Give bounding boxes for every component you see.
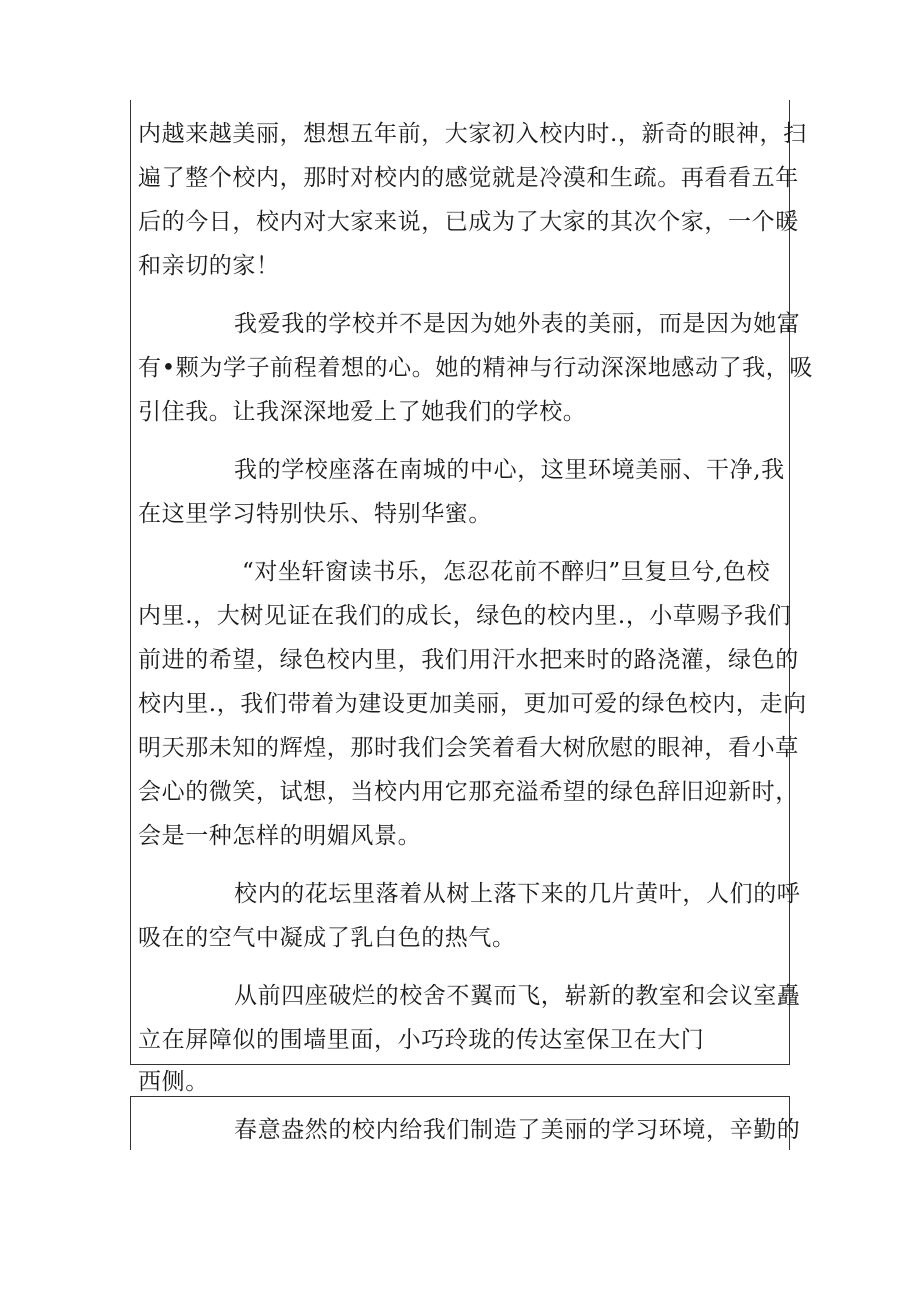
- text-line: 遍了整个校内，那时对校内的感觉就是冷漠和生疏。再看看五年: [138, 165, 799, 191]
- text-line: “对坐轩窗读书乐，怎忍花前不醉归”旦复旦兮,色校: [242, 559, 771, 585]
- text-line: 立在屏障似的围墙里面，小巧玲珑的传达室保卫在大门: [138, 1027, 705, 1053]
- text-line: 会心的微笑，试想，当校内用它那充溢希望的绿色辞旧迎新时，: [138, 779, 799, 805]
- paragraph-gap: [138, 960, 790, 974]
- text-line: 校内的花坛里落着从树上落下来的几片黄叶，人们的呼: [234, 881, 801, 907]
- paragraph-6: [138, 974, 801, 1062]
- text-line: 我爱我的学校并不是因为她外表的美丽，而是因为她富: [234, 311, 801, 337]
- text-line: 引住我。让我深深地爱上了她我们的学校。: [138, 399, 587, 425]
- paragraph-group: [138, 112, 813, 1062]
- paragraph-1: [138, 112, 807, 288]
- text-line: 吸在的空气中凝成了乳白色的热气。: [138, 925, 516, 951]
- paragraph-gap: [138, 434, 790, 448]
- text-line: 内越来越美丽，想想五年前，大家初入校内时.，新奇的眼神，扫: [138, 121, 807, 147]
- text-line: 后的今日，校内对大家来说，已成为了大家的其次个家，一个暖: [138, 209, 799, 235]
- paragraph-2: [138, 302, 813, 434]
- paragraph-4: [138, 550, 807, 858]
- text-line: 我的学校座落在南城的中心，这里环境美丽、干净,我: [234, 457, 785, 483]
- text-line: 前进的希望，绿色校内里，我们用汗水把来时的路浇灌，绿色的: [138, 647, 799, 673]
- paragraph-gap: [138, 288, 790, 302]
- text-line: 会是一种怎样的明媚风景。: [138, 823, 422, 849]
- lower-cell-text-line: 春意盎然的校内给我们制造了美丽的学习环境，辛勤的: [234, 1117, 801, 1143]
- overflow-text-line: 西侧。: [138, 1069, 209, 1095]
- text-line: 校内里.，我们带着为建设更加美丽，更加可爱的绿色校内，走向: [138, 691, 807, 717]
- text-line: 内里.，大树见证在我们的成长，绿色的校内里.，小草赐予我们: [138, 603, 792, 629]
- paragraph-5: [138, 872, 801, 960]
- text-line: 在这里学习特别快乐、特别华蜜。: [138, 501, 492, 527]
- paragraph-gap: [138, 536, 790, 550]
- text-line: 明天那未知的辉煌，那时我们会笑着看大树欣慰的眼神，看小草: [138, 735, 799, 761]
- text-line: 有•颗为学子前程着想的心。她的精神与行动深深地感动了我，吸: [138, 355, 813, 381]
- text-line: 从前四座破烂的校舍不翼而飞，崭新的教室和会议室矗: [234, 983, 801, 1009]
- paragraph-gap: [138, 858, 790, 872]
- text-line: 和亲切的家！: [138, 253, 280, 279]
- paragraph-3: [138, 448, 790, 536]
